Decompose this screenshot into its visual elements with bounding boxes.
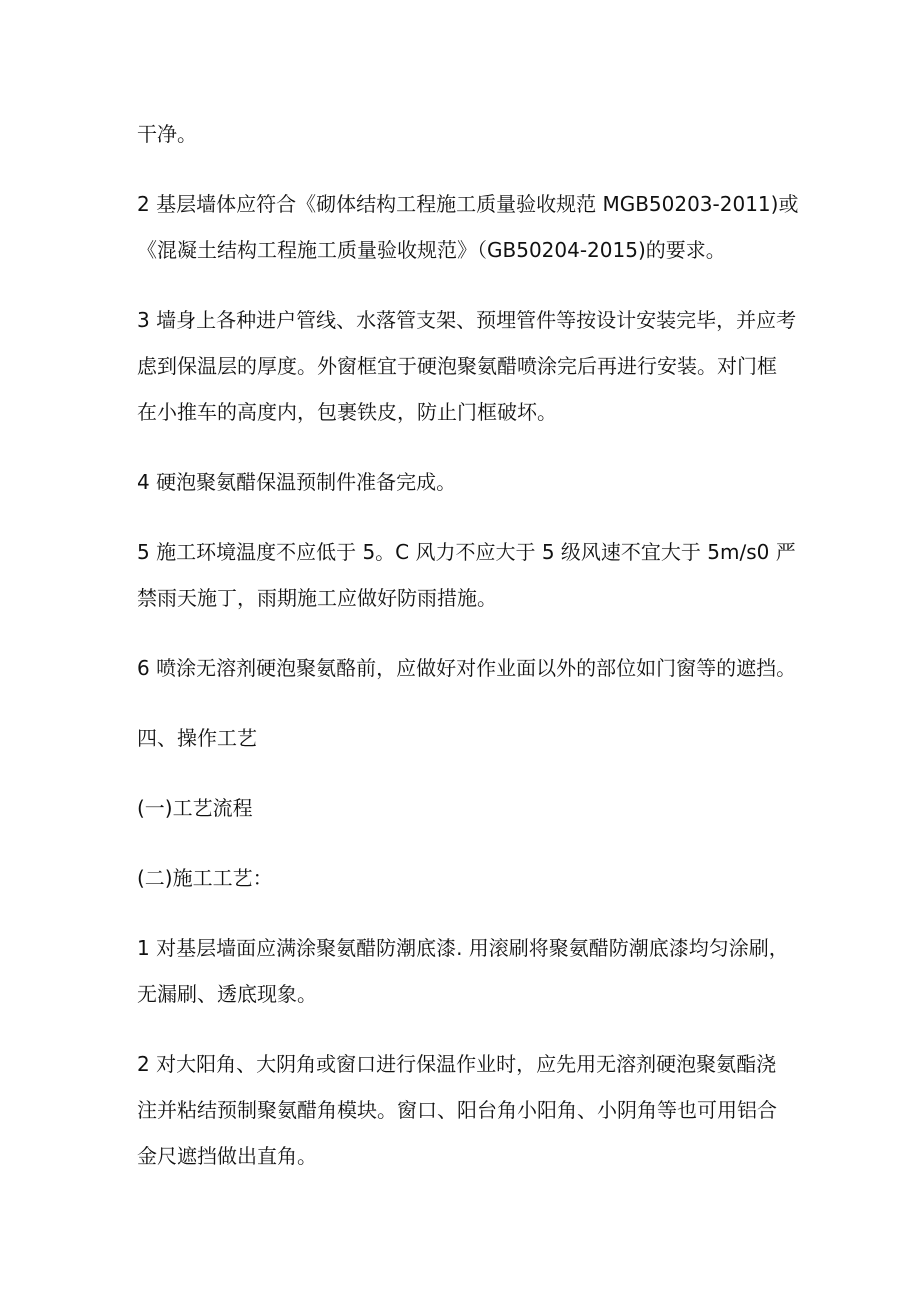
text-line: 2 基层墙体应符合《砌体结构工程施工质量验收规范 MGB50203-2011)或: [137, 192, 799, 216]
text-line: 5 施工环境温度不应低于 5。C 风力不应大于 5 级风速不宜大于 5m∕s0 严: [137, 540, 796, 564]
text-line: 4 硬泡聚氨醋保温预制件准备完成。: [137, 470, 457, 494]
text-line: 在小推车的高度内，包裹铁皮，防止门框破坏。: [137, 400, 557, 424]
section-heading: 四、操作工艺: [137, 726, 257, 750]
text-line: 禁雨天施丁，雨期施工应做好防雨措施。: [137, 586, 497, 610]
text-line: 金尺遮挡做出直角。: [137, 1144, 317, 1168]
text-line: 《混凝土结构工程施工质量验收规范》（GB50204-2015)的要求。: [137, 238, 726, 262]
text-line: 虑到保温层的厚度。外窗框宜于硬泡聚氨醋喷涂完后再进行安装。对门框: [137, 354, 777, 378]
text-line: 1 对基层墙面应满涂聚氨醋防潮底漆. 用滚刷将聚氨醋防潮底漆均匀涂刷，: [137, 936, 789, 960]
text-line: 3 墙身上各种进户管线、水落管支架、预埋管件等按设计安装完毕，并应考: [137, 308, 797, 332]
text-line: 无漏刷、透底现象。: [137, 982, 317, 1006]
text-line: 6 喷涂无溶剂硬泡聚氨酪前，应做好对作业面以外的部位如门窗等的遮挡。: [137, 656, 797, 680]
subsection-heading: (一)工艺流程: [137, 796, 253, 820]
text-line: 注并粘结预制聚氨醋角模块。窗口、阳台角小阳角、小阴角等也可用铝合: [137, 1098, 777, 1122]
subsection-heading: (二)施工工艺：: [137, 866, 273, 890]
text-line: 干净。: [137, 122, 197, 146]
text-line: 2 对大阳角、大阴角或窗口进行保温作业时，应先用无溶剂硬泡聚氨酯浇: [137, 1052, 777, 1076]
